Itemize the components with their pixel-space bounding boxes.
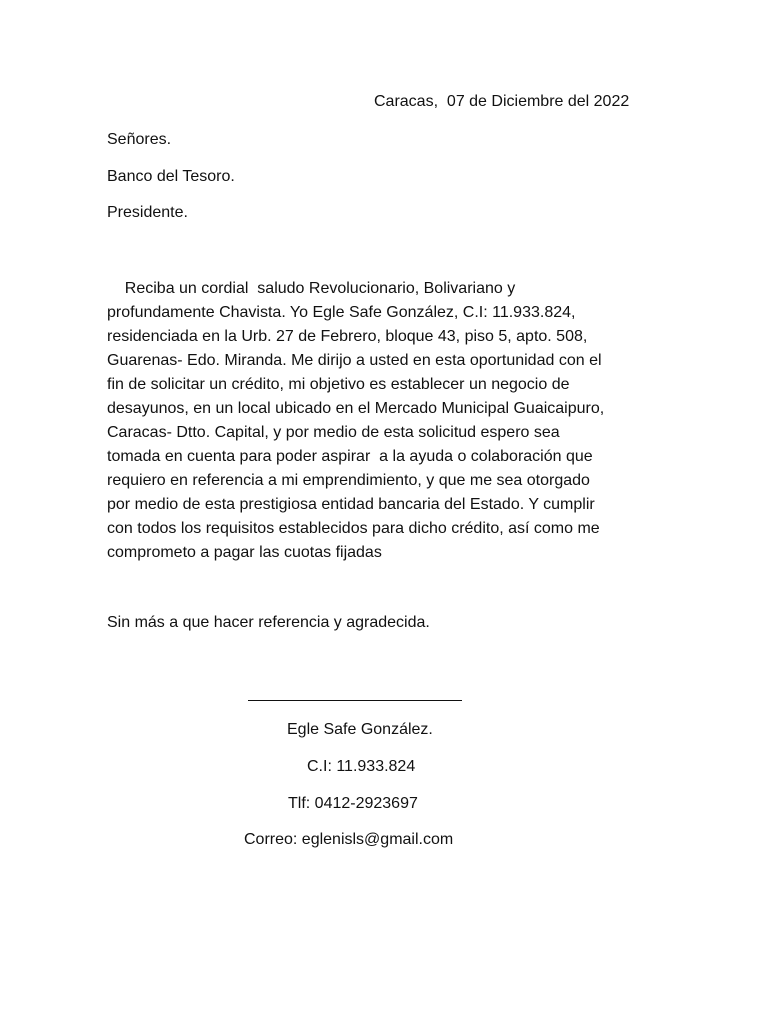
letter-date: Caracas, 07 de Diciembre del 2022	[374, 93, 630, 110]
letter-body	[107, 277, 667, 565]
recipient-line-1: Señores.	[107, 131, 172, 148]
signature-line	[248, 700, 462, 701]
recipient-line-3: Presidente.	[107, 204, 188, 221]
closing-line: Sin más a que hacer referencia y agradecida.	[107, 614, 430, 631]
body-line: Guarenas- Edo. Miranda. Me dirijo a usted en esta oportunidad con el	[107, 352, 602, 369]
signature-id: C.I: 11.933.824	[307, 758, 416, 775]
body-line: comprometo a pagar las cuotas fijadas	[107, 544, 382, 561]
body-line: residenciada en la Urb. 27 de Febrero, bloque 43, piso 5, apto. 508,	[107, 328, 588, 345]
body-line: desayunos, en un local ubicado en el Mercado Municipal Guaicaipuro,	[107, 400, 605, 417]
body-line: con todos los requisitos establecidos para dicho crédito, así como me	[107, 520, 600, 537]
body-line: profundamente Chavista. Yo Egle Safe González, C.I: 11.933.824,	[107, 304, 576, 321]
body-line: Reciba un cordial saludo Revolucionario, Bolivariano y	[107, 280, 516, 297]
signature-phone: Tlf: 0412-2923697	[288, 795, 418, 812]
body-line: Caracas- Dtto. Capital, y por medio de esta solicitud espero sea	[107, 424, 560, 441]
body-line: tomada en cuenta para poder aspirar a la ayuda o colaboración que	[107, 448, 593, 465]
signature-name: Egle Safe González.	[287, 721, 433, 738]
recipient-line-2: Banco del Tesoro.	[107, 168, 235, 185]
body-line: requiero en referencia a mi emprendimiento, y que me sea otorgado	[107, 472, 590, 489]
body-line: por medio de esta prestigiosa entidad bancaria del Estado. Y cumplir	[107, 496, 595, 513]
signature-email: Correo: eglenisls@gmail.com	[244, 831, 454, 848]
body-line: fin de solicitar un crédito, mi objetivo es establecer un negocio de	[107, 376, 570, 393]
